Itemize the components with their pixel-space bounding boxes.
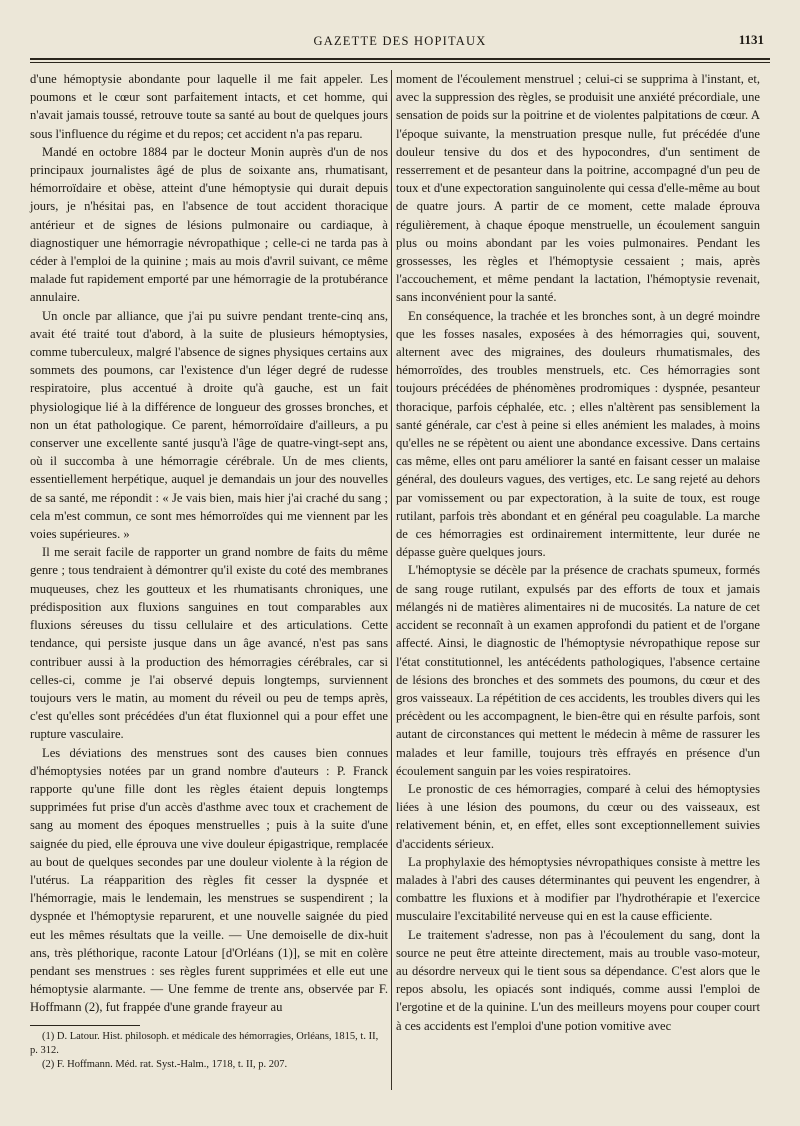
paragraph: En conséquence, la trachée et les bronches sont, à un degré moindre que les fosses nasales, exposées à des hémorragies qui, souvent, alternent avec des migraines, des douleurs rhumatismales, des hémorroïdes, des troubles menstruels, etc. Ces hémorragies sont toujours précédées de phénomènes prodromiques : dyspnée, pesanteur thoracique, parfois céphalée, etc. ; elles n'altèrent pas sensiblement la santé générale, car c'est à peine si elles anémient les malades, à moins qu'elles ne se répètent ou aient une abondance excessive. Dans certains cas même, elles ont paru améliorer la santé en faisant cesser un malaise général, des douleurs vagues, des vertiges, etc. Le sang rejeté au dehors par vomissement ou par expectoration, à la suite de toux, est rouge rutilant, parfois très abondant et en général peu coagulable. La marche de ces hémorragies est ordinairement intermittente, leur durée ne dépasse guère quelques jours. xyxy=(396,308,760,560)
running-title: GAZETTE DES HOPITAUX xyxy=(313,34,487,48)
header-rule-thin xyxy=(30,62,770,63)
paragraph: Le pronostic de ces hémorragies, comparé à celui des hémoptysies liées à une lésion des poumons, du cœur ou des vaisseaux, est relativement bénin, et, en effet, elles sont exceptionnellement suivies d'accidents sérieux. xyxy=(396,781,760,851)
paragraph: d'une hémoptysie abondante pour laquelle il me fait appeler. Les poumons et le cœur sont parfaitement intacts, et cet homme, qui n'avait jamais toussé, retrouve toute sa santé au bout de quelques jours sous l'influence du régime et du repos; cet accident n'a pas reparu. xyxy=(30,72,388,141)
paragraph: Mandé en octobre 1884 par le docteur Monin auprès d'un de nos principaux journalistes âgé de plus de soixante ans, rhumatisant, hémorroïdaire et obèse, atteint d'une hémoptysie qui durait depuis jours, je n'hésitai pas, en l'absence de tout accident thoracique antérieur et de signes de lésions pulmonaire ou cardiaque, à diagnostiquer une hémorragie névropathique ; celle-ci ne tarda pas à céder à l'emploi de la quinine ; mais au mois d'avril suivant, ce même malade fut rapidement emporté par une hémorragie de la protubérance annulaire. xyxy=(30,144,388,305)
right-column xyxy=(396,70,760,1035)
footnote: (2) F. Hoffmann. Méd. rat. Syst.-Halm., 1718, t. II, p. 207. xyxy=(42,1058,288,1070)
page-header xyxy=(30,30,770,56)
paragraph: Les déviations des menstrues sont des causes bien connues d'hémoptysies notées par un grand nombre d'auteurs : P. Franck rapporte qu'une fille dont les règles étaient depuis longtemps supprimées fut prise d'un accès d'asthme avec toux et crachement de sang au moment des époques menstruelles ; puis à la suite d'une saignée du pied, elle éprouva une vive douleur épigastrique, remplacée au bout de quelques secondes par une douleur violente à la région de l'utérus. La réapparition des règles fit cesser la dyspnée et l'hémorragie, mais le lendemain, les menstrues se suspendirent ; la dyspnée et l'hémoptysie reparurent, et une nouvelle saignée du pied eut les mêmes résultats que la veille. — Une demoiselle de dix-huit ans, très pléthorique, raconte Latour [d'Orléans (1)], se mit en colère pendant ses menstrues : ses règles furent supprimées et elle eut une hémoptysie alarmante. — Une femme de trente ans, observée par F. Hoffmann (2), fut frappée d'une grande frayeur au xyxy=(30,745,388,1015)
paragraph: Il me serait facile de rapporter un grand nombre de faits du même genre ; tous tendraient à démontrer qu'il existe du coté des membranes muqueuses, chez les goutteux et les rhumatisants chroniques, une prédisposition aux fluxions sanguines en tout comparables aux fluxions séreuses du tissu cellulaire et des articulations. Cette tendance, qui persiste jusque dans un âge avancé, n'est pas sans contribuer aussi à la production des hémorragies cérébrales, car si celles-ci, comme je l'ai observé depuis longtemps, surviennent toujours vers le matin, au moment du réveil ou peu de temps après, c'est qu'elles sont précédées d'un état fluxionnel qui a pour effet une rupture vasculaire. xyxy=(30,545,388,742)
paragraph: Un oncle par alliance, que j'ai pu suivre pendant trente-cinq ans, avait été traité tout d'abord, à la suite de plusieurs hémoptysies, comme tuberculeux, malgré l'absence de signes physiques certains aux sommets des poumons, car l'existence d'un léger degré de rudesse respiratoire, plus accentué à droite qu'à gauche, est un fait physiologique lié à la différence de longueur des grosses bronches, et non un état pathologique. Ce parent, hémorroïdaire d'ailleurs, a pu conserver une excellente santé jusqu'à l'âge de quatre-vingt-sept ans, où il succomba à une hémorragie cérébrale. Un de mes clients, essentiellement herpétique, auquel je demandais un jour des nouvelles de sa santé, me répondit : « Je vais bien, mais hier j'ai craché du sang ; cela m'est commun, ce sont mes hémorroïdes qui me viennent par les voies supérieures. » xyxy=(30,308,388,542)
paragraph: La prophylaxie des hémoptysies névropathiques consiste à mettre les malades à l'abri des causes déterminantes qui peuvent les engendrer, à combattre les fluxions et à modifier par l'hydrothérapie et l'exercice musculaire l'excitabilité nerveuse qui en est la cause efficiente. xyxy=(396,854,760,924)
paragraph: Le traitement s'adresse, non pas à l'écoulement du sang, dont la source ne peut être atteinte directement, mais au trouble vaso-moteur, au désordre nerveux qui le tient sous sa dépendance. C'est alors que le repos absolu, les opiacés sont indiqués, comme aussi l'emploi de l'ergotine et de la quinine. L'un des meilleurs moyens pour couper court à ces accidents est l'emploi d'une potion vomitive avec xyxy=(396,927,760,1033)
paragraph: moment de l'écoulement menstruel ; celui-ci se supprima à l'instant, et, avec la suppression des règles, se produisit une anxiété précordiale, une sensation de poids sur la poitrine et de violentes palpitations de cœur. A l'époque suivante, la menstruation presque nulle, fut précédée d'une douleur tensive du dos et des hypocondres, d'un sentiment de resserrement et de pesanteur dans la poitrine, accompagné d'un peu de toux et d'une expectoration sanguinolente qui cessa d'elle-même au bout de quatre jours. A partir de ce moment, cette malade éprouva régulièrement, à chaque époque menstruelle, un écoulement sanguin plus ou moins abondant par les voies pulmonaires. Pendant les grossesses, les règles et l'hémoptysie cessaient ; mais, après l'accouchement, et même pendant la lactation, l'hémoptysie revenait, sans inconvénient pour la santé. xyxy=(396,72,760,305)
paragraph: L'hémoptysie se décèle par la présence de crachats spumeux, formés de sang rouge rutilant, expulsés par des efforts de toux et jamais mélangés ni de matières alimentaires ni de mucosités. La nature de cet accident se reconnaît à un examen approfondi du patient et de l'organe affecté. Ainsi, le diagnostic de l'hémoptysie névropathique repose sur l'état constitutionnel, les antécédents pathologiques, l'absence certaine de lésions des bronches et des sommets des poumons, du cœur et des gros vaisseaux. La répétition de ces accidents, les troubles divers qui les précèdent ou les accompagnent, le bien-être qui en résulte parfois, sont autant de circonstances qui mettent le médecin à même de rassurer les malades et leur famille, toujours très effrayés en présence d'un écoulement sanguin par les voies respiratoires. xyxy=(396,563,760,778)
column-divider xyxy=(391,70,392,1090)
footnote-rule xyxy=(30,1025,140,1026)
page-number: 1131 xyxy=(738,32,764,47)
footnote: (1) D. Latour. Hist. philosoph. et médicale des hémorragies, Orléans, 1815, t. II, p. 312. xyxy=(30,1030,379,1056)
header-rule xyxy=(30,58,770,60)
left-column xyxy=(30,70,388,1072)
